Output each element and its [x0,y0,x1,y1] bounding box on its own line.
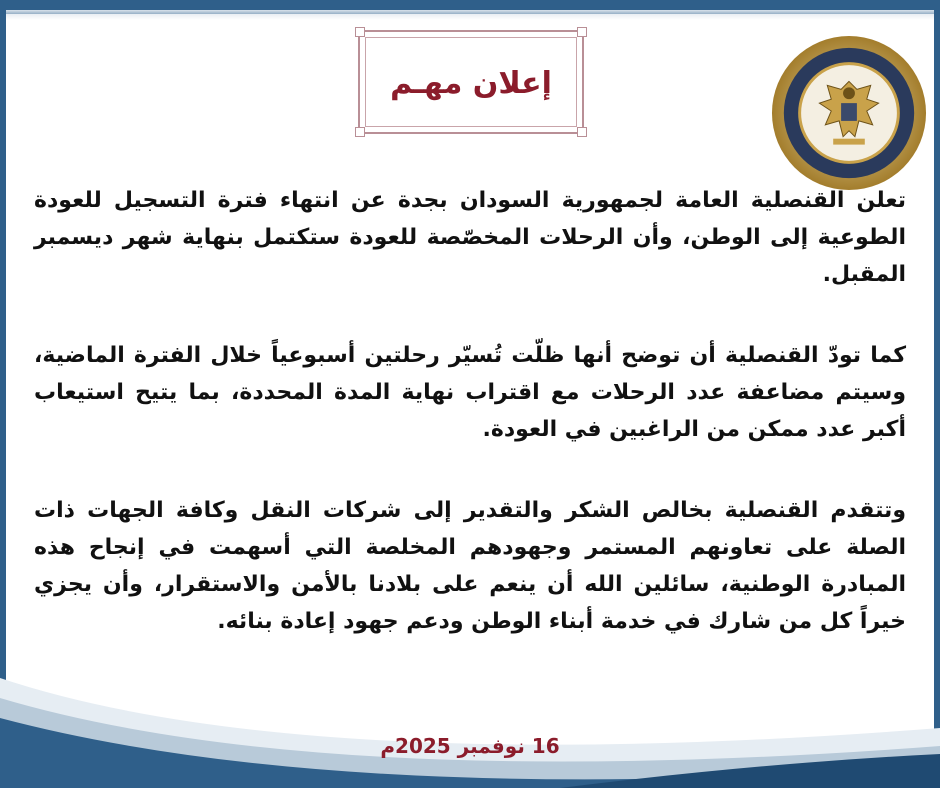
title-corner-ornament [355,127,365,137]
title-corner-ornament [355,27,365,37]
title-corner-ornament [577,127,587,137]
paragraph-1: تعلن القنصلية العامة لجمهورية السودان بجدة عن انتهاء فترة التسجيل للعودة الطوعية إلى الوطن، وأن الرحلات المخصّصة للعودة ستكتمل بنهاية شهر ديسمبر المقبل. [34,188,906,287]
announcement-date: 16 نوفمبر 2025م [380,734,560,758]
consulate-seal-logo [770,34,928,192]
announcement-title-box [358,30,584,134]
announcement-title: إعلان مهـم [390,66,552,101]
paragraph-2: كما تودّ القنصلية أن توضح أنها ظلّت تُسيّر رحلتين أسبوعياً خلال الفترة الماضية، وسيتم مضاعفة عدد الرحلات مع اقتراب نهاية المدة المحددة، بما يتيح استيعاب أكبر عدد ممكن من الراغبين في العودة. [34,343,906,442]
top-frame-band [0,0,940,14]
announcement-body [34,182,906,684]
paragraph-3: وتتقدم القنصلية بخالص الشكر والتقدير إلى شركات النقل وكافة الجهات ذات الصلة على تعاونهم المستمر وجهودهم المخلصة التي أسهمت في إنجاح هذه المبادرة الوطنية، سائلين الله أن ينعم على بلادنا بالأمن والاستقرار، وأن يجزي خيراً كل من شارك في خدمة أبناء الوطن ودعم جهود إعادة بنائه. [34,498,906,634]
title-corner-ornament [577,27,587,37]
